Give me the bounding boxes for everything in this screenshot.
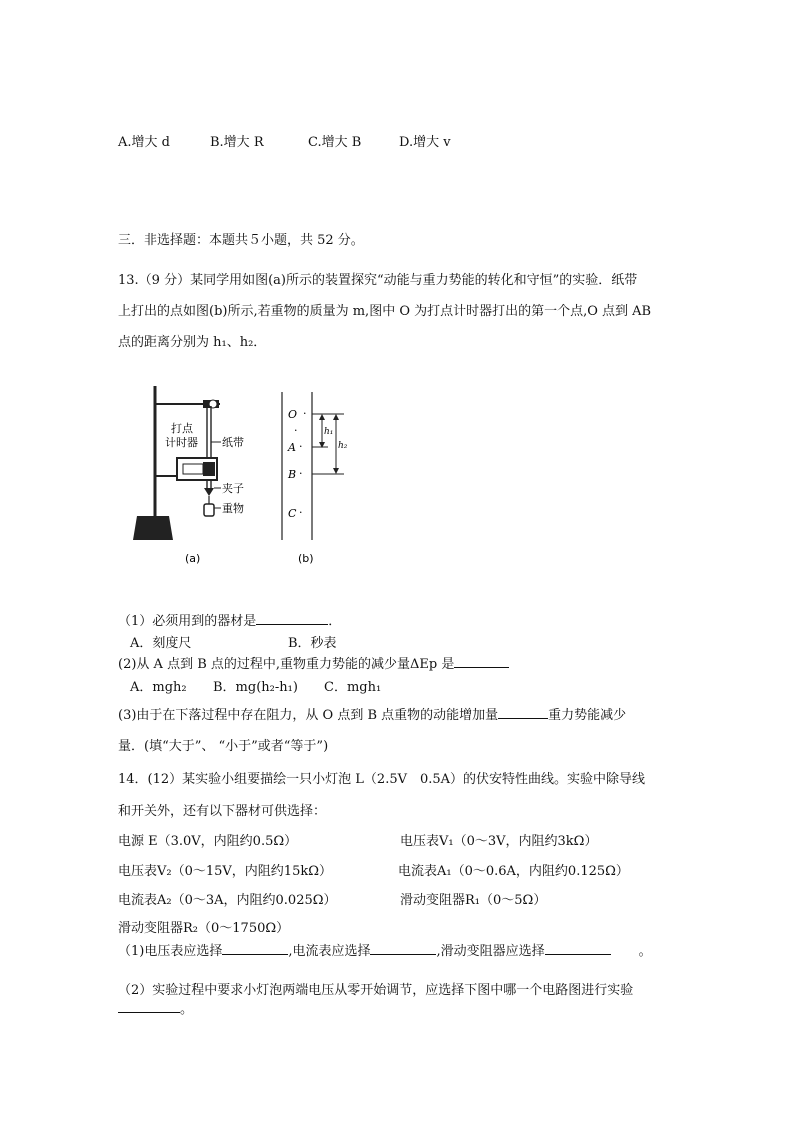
- q13-part3: [118, 708, 626, 724]
- q14-line2: 和开关外，还有以下器材可供选择：: [118, 804, 327, 819]
- fig-b-point-o: O: [288, 408, 298, 421]
- q14-part1-text-c: ,滑动变阻器应选择: [436, 944, 545, 959]
- q14-part1-blank-voltmeter[interactable]: [222, 953, 288, 955]
- option-a: A.增大 d: [118, 135, 170, 150]
- q13-part2-option-a: A．mgh₂: [130, 680, 187, 695]
- q13-part2-blank[interactable]: [454, 666, 509, 668]
- q14-equip-1: 电源 E（3.0V，内阻约0.5Ω）: [118, 834, 298, 849]
- q14-equip-4: 电流表A₁（0～0.6A，内阻约0.125Ω）: [398, 864, 629, 879]
- q14-part2-answer: [118, 1002, 193, 1018]
- q13-part1-option-a: A．刻度尺: [130, 636, 192, 651]
- q13-part1-end: ．: [328, 614, 342, 629]
- q13-part3-line2: 量．(填“大于”、 “小于”或者“等于”): [118, 739, 329, 754]
- svg-text:·: ·: [303, 407, 307, 420]
- q13-part3-text-a: (3)由于在下落过程中存在阻力，从 O 点到 B 点重物的动能增加量: [118, 708, 499, 723]
- q14-part2-end: 。: [180, 1002, 194, 1017]
- q14-equip-5: 电流表A₂（0～3A，内阻约0.025Ω）: [118, 893, 337, 908]
- q14-part1-text-a: （1)电压表应选择: [118, 944, 223, 959]
- option-d: D.增大 v: [399, 135, 451, 150]
- fig-b-h2: h₂: [338, 441, 348, 451]
- fig-b-point-b: B: [288, 468, 297, 481]
- q13-line3: 点的距离分别为 h₁、h₂．: [118, 335, 267, 350]
- svg-text:·: ·: [299, 440, 303, 453]
- q13-part1: [118, 614, 341, 630]
- fig-a-label-tape: 纸带: [222, 436, 244, 449]
- option-b: B.增大 R: [210, 135, 264, 150]
- q14-part2: （2）实验过程中要求小灯泡两端电压从零开始调节，应选择下图中哪一个电路图进行实验: [118, 983, 634, 998]
- fig-a-label-dadian: 打点: [171, 422, 193, 435]
- q14-part1-blank-ammeter[interactable]: [370, 953, 436, 955]
- fig-b-h1: h₁: [324, 427, 334, 437]
- q13-part2-option-b: B．mg(h₂-h₁): [213, 680, 298, 695]
- q14-line1: 14．(12）某实验小组要描绘一只小灯泡 L（2.5V 0.5A）的伏安特性曲线。实验中除导线: [118, 772, 646, 787]
- q14-part1-end: 。: [638, 944, 652, 959]
- q14-equip-2: 电压表V₁（0～3V，内阻约3kΩ）: [400, 834, 598, 849]
- q14-part2-blank[interactable]: [118, 1011, 180, 1013]
- option-c: C.增大 B: [308, 135, 362, 150]
- q13-part2-text: (2)从 A 点到 B 点的过程中,重物重力势能的减少量ΔEp 是: [118, 657, 455, 672]
- fig-b-point-a: A: [288, 441, 296, 454]
- q14-equip-6: 滑动变阻器R₁（0～5Ω）: [400, 893, 547, 908]
- svg-text:·: ·: [299, 506, 303, 519]
- fig-a-caption: (a): [185, 552, 201, 565]
- q13-part1-blank[interactable]: [256, 623, 328, 625]
- q14-part1: [118, 944, 652, 960]
- fig-a-label-timer: 计时器: [165, 436, 198, 449]
- q13-line1: 13.（9 分）某同学用如图(a)所示的装置探究“动能与重力势能的转化和守恒”的实验．纸带: [118, 273, 638, 288]
- q13-part1-option-b: B．秒表: [288, 636, 337, 651]
- q14-equip-7: 滑动变阻器R₂（0～1750Ω）: [118, 921, 290, 936]
- q14-equip-3: 电压表V₂（0～15V，内阻约15kΩ）: [118, 864, 332, 879]
- q13-part3-blank[interactable]: [498, 717, 548, 719]
- fig-b-caption: (b): [298, 552, 314, 565]
- figure-b-tape: [270, 392, 360, 570]
- svg-text:·: ·: [294, 424, 298, 437]
- fig-a-label-clip: 夹子: [222, 482, 244, 495]
- q13-line2: 上打出的点如图(b)所示,若重物的质量为 m,图中 O 为打点计时器打出的第一个点,O 点到 AB: [118, 304, 652, 319]
- q13-part2: [118, 657, 509, 673]
- q14-part1-text-b: ,电流表应选择: [288, 944, 371, 959]
- q13-part2-option-c: C．mgh₁: [324, 680, 382, 695]
- q13-part1-text: （1）必须用到的器材是: [118, 614, 257, 629]
- svg-text:·: ·: [299, 467, 303, 480]
- fig-b-point-c: C: [288, 507, 297, 520]
- q13-part3-text-b: 重力势能减少: [548, 708, 627, 723]
- figure-a-apparatus: [125, 380, 265, 570]
- fig-a-label-weight: 重物: [222, 502, 244, 515]
- section-heading: 三．非选择题：本题共５小题，共 52 分。: [118, 233, 364, 248]
- q14-part1-blank-rheostat[interactable]: [545, 953, 611, 955]
